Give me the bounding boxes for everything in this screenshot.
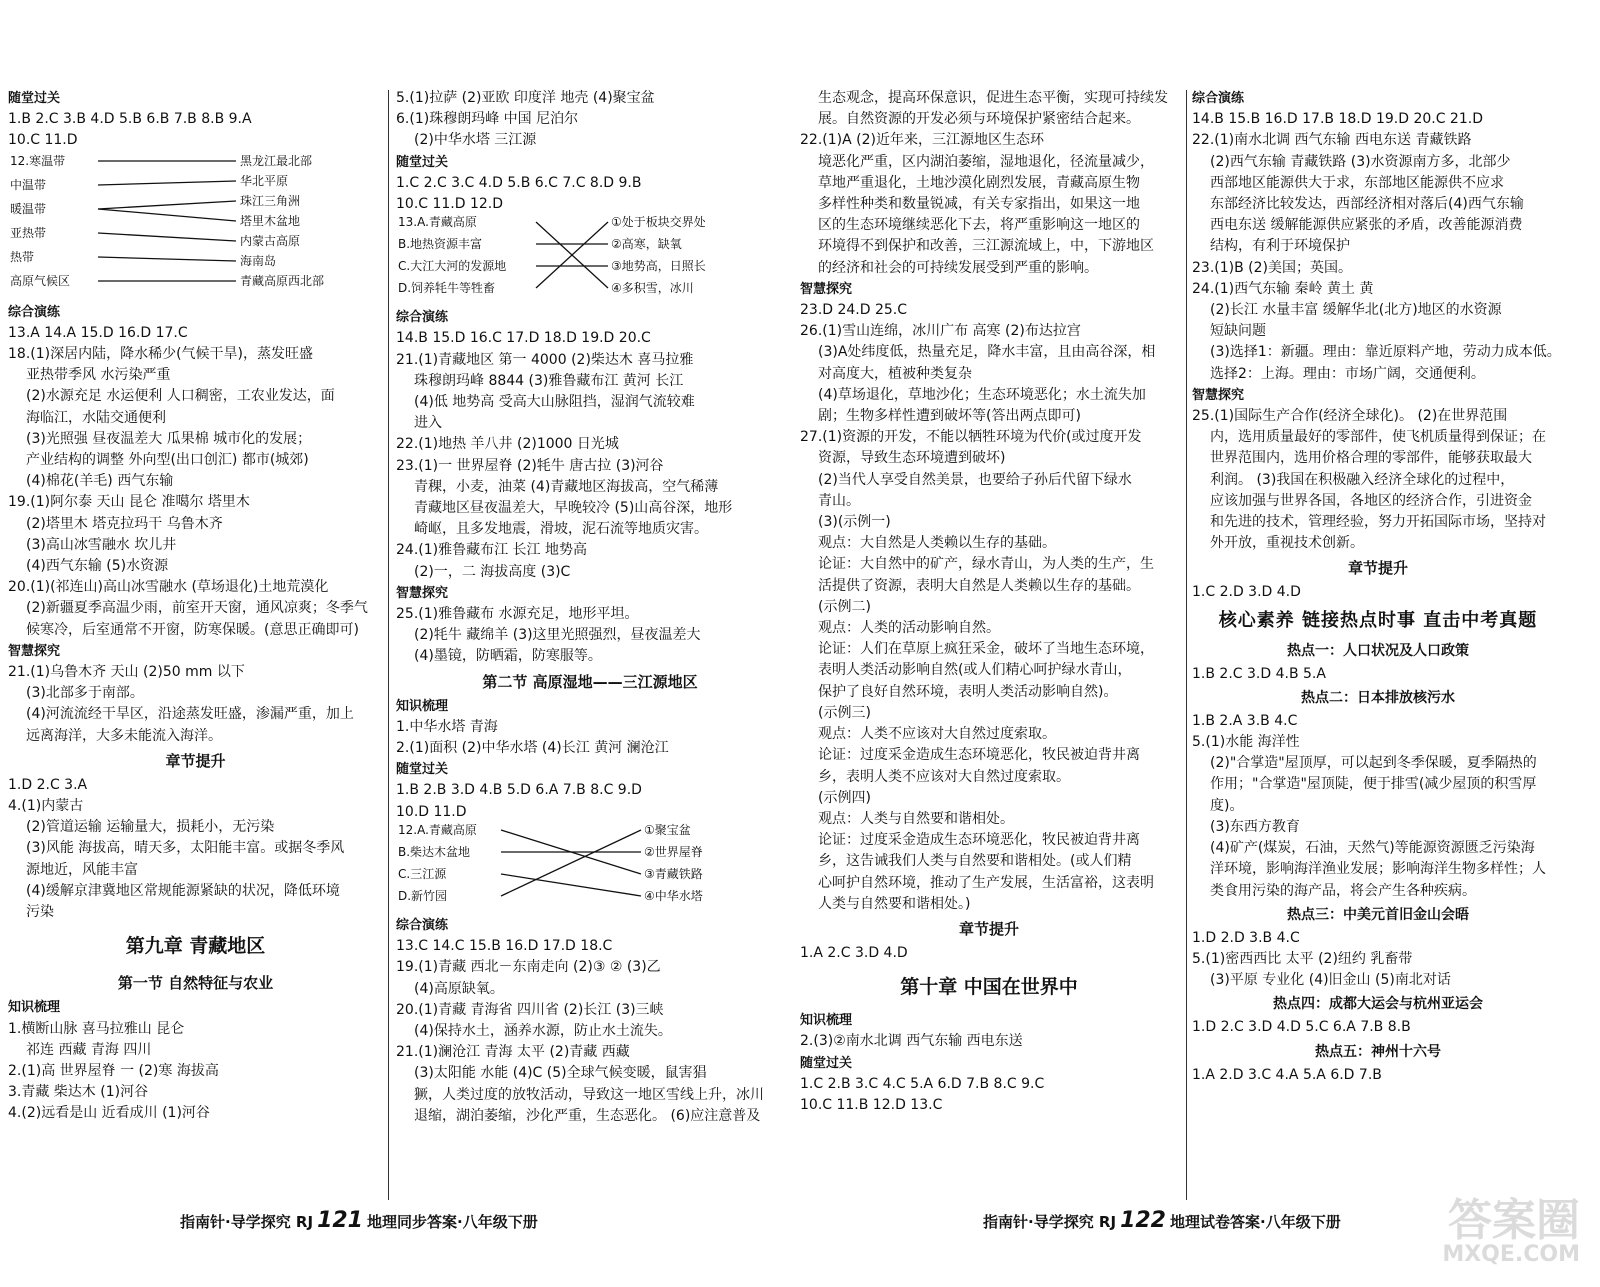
answer-line: (4)低 地势高 受高大山脉阻挡，湿润气流较难 xyxy=(414,394,695,411)
answer-line: 1.B 2.C 3.B 4.D 5.B 6.B 7.B 8.B 9.A xyxy=(8,111,252,128)
answer-line: (3)(示例一) xyxy=(818,514,891,531)
section-title: 章节提升 xyxy=(165,751,226,770)
hot-topic-title: 热点一：人口状况及人口政策 xyxy=(1287,642,1469,659)
answer-line: 24.(1)西气东输 秦岭 黄土 黄 xyxy=(1192,280,1374,297)
answer-line: 19.(1)青藏 西北－东南走向 (2)③ ② (3)乙 xyxy=(396,959,661,976)
answer-line: 外开放，重视技术创新。 xyxy=(1210,535,1364,552)
section-heading: 知识梳理 xyxy=(396,698,449,714)
answer-line: (2)当代人享受自然美景，也要给子孙后代留下绿水 xyxy=(818,471,1132,488)
matching-diagram xyxy=(396,215,784,307)
answer-line: 25.(1)国际生产合作(经济全球化)。 (2)在世界范围 xyxy=(1192,408,1508,425)
hot-topic-title: 热点二：日本排放核污水 xyxy=(1301,689,1455,706)
answer-line: 20.(1)青藏 青海省 四川省 (2)长江 (3)三峡 xyxy=(396,1001,664,1018)
match-right-item: 塔里木盆地 xyxy=(240,213,301,228)
answer-line: 24.(1)雅鲁藏布江 长江 地势高 xyxy=(396,542,587,559)
match-left-item: 热带 xyxy=(10,249,35,264)
answer-line: (2)水源充足 水运便利 人口稠密，工农业发达，面 xyxy=(26,388,335,405)
answer-line: 剧；生物多样性遭到破坏等(答出两点即可) xyxy=(818,408,1081,425)
answer-line: (3)东西方教育 xyxy=(1210,818,1300,835)
answer-line: 类食用污染的海产品，将会产生各种疾病。 xyxy=(1210,882,1476,899)
answer-line: 洋环境，影响海洋渔业发展；影响海洋生物多样性；人 xyxy=(1210,861,1546,878)
answer-line: (示例四) xyxy=(818,789,871,806)
answer-line: 崎岖，且多发地震，滑坡，泥石流等地质灾害。 xyxy=(414,521,708,538)
match-line xyxy=(98,233,236,241)
match-right-item: 珠江三角洲 xyxy=(240,193,301,208)
answer-line: (3)平原 专业化 (4)旧金山 (5)南北对话 xyxy=(1210,972,1451,989)
answer-line: (4)河流流经干旱区，沿途蒸发旺盛，渗漏严重，加上 xyxy=(26,706,354,723)
answer-line: (示例三) xyxy=(818,704,871,721)
match-line xyxy=(98,181,236,185)
answer-line: 13.A 14.A 15.D 16.D 17.C xyxy=(8,324,188,341)
match-left-item: B.柴达木盆地 xyxy=(398,844,471,859)
matching-diagram xyxy=(396,823,784,915)
answer-line: 东部经济比较发达，西部经济相对落后(4)西气东输 xyxy=(1210,196,1524,213)
match-right-item: ①聚宝盆 xyxy=(644,822,691,837)
answer-line: 22.(1)A (2)近年来，三江源地区生态环 xyxy=(800,132,1044,149)
answer-line: 獗，人类过度的放牧活动，导致这一地区雪线上升，冰川 xyxy=(414,1086,764,1103)
answer-line: 人类与自然要和谐相处。) xyxy=(818,895,971,912)
answer-line: (2)牦牛 藏绵羊 (3)这里光照强烈，昼夜温差大 xyxy=(414,627,701,644)
answer-line: 2.(3)②南水北调 西气东输 西电东送 xyxy=(800,1033,1023,1050)
answer-line: 草地严重退化，土地沙漠化剧烈发展，青藏高原生物 xyxy=(818,174,1140,191)
answer-line: (4)矿产(煤炭，石油，天然气)等能源资源匮乏污染海 xyxy=(1210,840,1535,857)
answer-line: 1.D 2.D 3.B 4.C xyxy=(1192,929,1300,946)
match-left-item: D.饲养牦牛等牲畜 xyxy=(398,281,496,296)
answer-line: 论证：大自然中的矿产，绿水青山，为人类的生产，生 xyxy=(818,556,1154,573)
page121-left-column xyxy=(8,88,383,1125)
answer-line: 心呵护自然环境，推动了生产发展，生活富裕，这表明 xyxy=(818,874,1154,891)
answer-line: 1.D 2.C 3.A xyxy=(8,776,88,793)
match-left-item: 12.寒温带 xyxy=(10,153,66,168)
section-heading: 综合演练 xyxy=(396,310,449,326)
answer-line: 乡，这告诫我们人类与自然要和谐相处。(或人们精 xyxy=(818,853,1132,870)
answer-page-121 xyxy=(0,0,790,1287)
answer-line: 的经济和社会的可持续发展受到严重的影响。 xyxy=(818,259,1098,276)
match-right-item: ②世界屋脊 xyxy=(644,844,703,859)
answer-line: 观点：人类与自然要和谐相处。 xyxy=(818,810,1014,827)
footer-title: 地理同步答案·八年级下册 xyxy=(367,1213,538,1231)
column-divider xyxy=(388,90,389,1200)
answer-line: 2.(1)面积 (2)中华水塔 (4)长江 黄河 澜沧江 xyxy=(396,740,669,757)
matching-diagram xyxy=(8,152,383,302)
answer-line: 1.B 2.A 3.B 4.C xyxy=(1192,712,1298,729)
column-divider xyxy=(1186,90,1187,1200)
answer-line: 青稞，小麦，油菜 (4)青藏地区海拔高，空气稀薄 xyxy=(414,478,719,495)
hot-topic-title: 热点三：中美元首旧金山会晤 xyxy=(1287,906,1469,923)
page121-right-column xyxy=(396,88,784,1127)
answer-line: 候寒冷，后室通常不开窗，防寒保暖。(意思正确即可) xyxy=(26,621,359,638)
section-heading: 知识梳理 xyxy=(800,1013,853,1029)
answer-line: 10.C 11.D 12.D xyxy=(396,196,504,213)
match-left-item: 12.A.青藏高原 xyxy=(398,822,477,837)
page-number: 121 xyxy=(317,1208,363,1233)
answer-line: 污染 xyxy=(26,904,54,921)
section-heading: 综合演练 xyxy=(1192,91,1245,106)
match-right-item: ④中华水塔 xyxy=(644,888,703,903)
answer-line: (4)高原缺氧。 xyxy=(414,980,504,997)
answer-line: (3)高山冰雪融水 坎儿井 xyxy=(26,536,177,553)
answer-line: 1.D 2.C 3.D 4.D 5.C 6.A 7.B 8.B xyxy=(1192,1019,1411,1036)
answer-line: (3)A处纬度低，热量充足，降水丰富，且由高谷深，相 xyxy=(818,344,1156,361)
answer-line: 1.C 2.C 3.C 4.D 5.B 6.C 7.C 8.D 9.B xyxy=(396,174,642,191)
match-left-item: B.地热资源丰富 xyxy=(398,237,483,252)
answer-line: (4)棉花(羊毛) 西气东输 xyxy=(26,473,174,490)
section-heading: 随堂过关 xyxy=(396,154,449,170)
answer-line: (3)选择1：新疆。理由：靠近原料产地，劳动力成本低。 xyxy=(1210,344,1561,361)
answer-line: 4.(1)内蒙古 xyxy=(8,798,84,815)
page121-footer xyxy=(180,1208,538,1233)
answer-line: 1.C 2.D 3.D 4.D xyxy=(1192,584,1301,601)
section-heading: 综合演练 xyxy=(396,917,449,933)
answer-line: 亚热带季风 水污染严重 xyxy=(26,367,171,384)
match-left-item: 高原气候区 xyxy=(10,273,71,288)
section-heading: 智慧探究 xyxy=(396,585,449,601)
hot-topic-title: 热点四：成都大运会与杭州亚运会 xyxy=(1273,996,1483,1013)
core-literacy-banner: 核心素养 链接热点时事 直击中考真题 xyxy=(1218,609,1538,631)
match-right-item: 华北平原 xyxy=(240,173,289,188)
answer-line: 西电东送 缓解能源供应紧张的矛盾，改善能源消费 xyxy=(1210,217,1523,234)
answer-line: 4.(2)远看是山 近看成川 (1)河谷 xyxy=(8,1105,210,1122)
answer-line: 海临江，水陆交通便利 xyxy=(26,409,166,426)
answer-line: 2.(1)高 世界屋脊 一 (2)寒 海拔高 xyxy=(8,1062,219,1079)
answer-line: 1.A 2.C 3.D 4.D xyxy=(800,944,908,961)
section-heading: 智慧探究 xyxy=(800,281,853,297)
section-heading: 知识梳理 xyxy=(8,1000,61,1016)
answer-line: 22.(1)地热 羊八井 (2)1000 日光城 xyxy=(396,436,619,453)
match-right-item: 海南岛 xyxy=(240,253,277,268)
answer-line: 5.(1)水能 海洋性 xyxy=(1192,734,1300,751)
answer-line: 度)。 xyxy=(1210,797,1244,814)
footer-series: 指南针·导学探究 RJ xyxy=(983,1213,1117,1231)
answer-line: 23.(1)一 世界屋脊 (2)牦牛 唐古拉 (3)河谷 xyxy=(396,457,664,474)
page122-right-column xyxy=(1192,88,1564,1086)
answer-line: 世界范围内，选用价格合理的零部件，能够获取最大 xyxy=(1210,450,1532,467)
answer-line: 23.(1)B (2)美国；英国。 xyxy=(1192,259,1352,276)
answer-line: (2)"合掌造"屋顶厚，可以起到冬季保暖，夏季隔热的 xyxy=(1210,755,1537,772)
watermark-logo xyxy=(1360,1180,1590,1275)
answer-line: 1.B 2.B 3.D 4.B 5.D 6.A 7.B 8.C 9.D xyxy=(396,782,642,799)
match-left-item: C.三江源 xyxy=(398,866,447,881)
answer-page-122 xyxy=(800,0,1600,1287)
section-heading: 智慧探究 xyxy=(1192,387,1245,403)
answer-line: 14.B 15.B 16.D 17.B 18.D 19.D 20.C 21.D xyxy=(1192,111,1483,128)
answer-line: (4)缓解京津冀地区常规能源紧缺的状况，降低环境 xyxy=(26,882,340,899)
answer-line: 多样性种类和数量锐减，有关专家指出，如果这一地 xyxy=(818,196,1140,213)
answer-line: 观点：大自然是人类赖以生存的基础。 xyxy=(818,535,1056,552)
answer-line: 观点：人类的活动影响自然。 xyxy=(818,620,1000,637)
answer-line: (2)长江 水量丰富 缓解华北(北方)地区的水资源 xyxy=(1210,302,1502,319)
answer-line: 退缩，湖泊萎缩，沙化严重，生态恶化。 (6)应注意普及 xyxy=(414,1107,761,1124)
page-number: 122 xyxy=(1120,1208,1166,1233)
match-right-item: ③地势高，日照长 xyxy=(611,259,706,274)
match-right-item: 青藏高原西北部 xyxy=(240,273,325,288)
answer-line: (2)一，二 海拔高度 (3)C xyxy=(414,563,571,580)
answer-line: (示例二) xyxy=(818,598,871,615)
answer-line: 西部地区能源供大于求，东部地区能源供不应求 xyxy=(1210,174,1504,191)
answer-line: 对高度大，植被种类复杂 xyxy=(818,365,972,382)
answer-line: (4)西气东输 (5)水资源 xyxy=(26,558,169,575)
answer-line: (2)新疆夏季高温少雨，前室开天窗，通风凉爽；冬季气 xyxy=(26,600,368,617)
answer-line: 观点：人类不应该对大自然过度索取。 xyxy=(818,726,1056,743)
answer-line: 资源，导致生态环境遭到破坏) xyxy=(818,450,1006,467)
answer-line: 26.(1)雪山连绵，冰川广布 高寒 (2)布达拉宫 xyxy=(800,323,1081,340)
answer-line: 10.C 11.D xyxy=(8,132,78,149)
answer-line: 内，选用质量最好的零部件，使飞机质量得到保证；在 xyxy=(1210,429,1546,446)
answer-line: 论证：人们在草原上疯狂采金，破坏了当地生态环境， xyxy=(818,641,1154,658)
answer-line: 保护了良好自然环境，表明人类活动影响自然)。 xyxy=(818,683,1118,700)
answer-line: 10.C 11.B 12.D 13.C xyxy=(800,1096,943,1113)
answer-line: 1.C 2.B 3.C 4.C 5.A 6.D 7.B 8.C 9.C xyxy=(800,1075,1045,1092)
match-left-item: 暖温带 xyxy=(10,201,47,216)
answer-line: 应该加强与世界各国，各地区的经济合作，引进资金 xyxy=(1210,492,1532,509)
section-heading: 随堂过关 xyxy=(8,91,61,106)
answer-line: 19.(1)阿尔泰 天山 昆仑 准噶尔 塔里木 xyxy=(8,494,250,511)
answer-line: 6.(1)珠穆朗玛峰 中国 尼泊尔 xyxy=(396,111,579,128)
answer-line: 环境得不到保护和改善，三江源流域上，中，下游地区 xyxy=(818,238,1154,255)
answer-line: 远离海洋，大多未能流入海洋。 xyxy=(26,727,222,744)
answer-line: 源地近，风能丰富 xyxy=(26,861,138,878)
answer-line: 1.B 2.C 3.D 4.B 5.A xyxy=(1192,665,1326,682)
answer-line: 作用；"合掌造"屋顶陡，便于排雪(减少屋顶的积雪厚 xyxy=(1210,776,1537,793)
section-heading: 智慧探究 xyxy=(8,643,61,659)
answer-line: 和先进的技术，管理经验，努力开拓国际市场，坚持对 xyxy=(1210,514,1546,531)
match-line xyxy=(98,257,236,261)
answer-line: 短缺问题 xyxy=(1210,323,1266,340)
answer-line: 5.(1)拉萨 (2)亚欧 印度洋 地壳 (4)聚宝盆 xyxy=(396,90,655,106)
answer-line: 1.中华水塔 青海 xyxy=(396,718,498,735)
answer-line: (2)塔里木 塔克拉玛干 乌鲁木齐 xyxy=(26,515,223,532)
answer-line: 1.A 2.D 3.C 4.A 5.A 6.D 7.B xyxy=(1192,1066,1382,1083)
watermark-text: 答案圈 xyxy=(1448,1195,1580,1246)
answer-line: 乡，表明人类不应该对大自然过度索取。 xyxy=(818,768,1070,785)
answer-line: (3)北部多于南部。 xyxy=(26,685,144,702)
answer-line: 1.横断山脉 喜马拉雅山 昆仑 xyxy=(8,1020,185,1037)
match-right-item: ④多积雪，冰川 xyxy=(611,281,694,296)
match-left-item: 中温带 xyxy=(10,177,47,192)
answer-line: (4)保持水土，涵养水源，防止水土流失。 xyxy=(414,1022,672,1039)
answer-line: 论证：过度采金造成生态环境恶化，牧民被迫背井离 xyxy=(818,747,1140,764)
page122-footer xyxy=(983,1208,1341,1233)
match-right-item: 内蒙古高原 xyxy=(240,233,301,248)
answer-line: 产业结构的调整 外向型(出口创汇) 都市(城郊) xyxy=(26,452,309,469)
section-heading: 随堂过关 xyxy=(396,762,449,778)
answer-line: 18.(1)深居内陆，降水稀少(气候干旱)，蒸发旺盛 xyxy=(8,346,314,363)
match-left-item: 亚热带 xyxy=(10,225,47,240)
answer-line: 表明人类活动影响自然(或人们精心呵护绿水青山， xyxy=(818,662,1132,679)
answer-line: 祁连 西藏 青海 四川 xyxy=(26,1041,152,1058)
hot-topic-title: 热点五：神州十六号 xyxy=(1315,1043,1441,1060)
answer-line: 结构，有利于环境保护 xyxy=(1210,238,1350,255)
answer-line: 活提供了资源，表明大自然是人类赖以生存的基础。 xyxy=(818,577,1140,594)
match-left-item: C.大江大河的发源地 xyxy=(398,259,507,274)
answer-line: 区的生态环境继续恶化下去，将严重影响这一地区的 xyxy=(818,217,1140,234)
answer-line: (3)光照强 昼夜温差大 瓜果棉 城市化的发展； xyxy=(26,430,312,447)
answer-line: 珠穆朗玛峰 8844 (3)雅鲁藏布江 黄河 长江 xyxy=(414,372,684,389)
watermark-url: MXQE.COM xyxy=(1442,1242,1580,1267)
match-left-item: 13.A.青藏高原 xyxy=(398,215,477,230)
answer-line: 利润。 (3)我国在积极融入经济全球化的过程中， xyxy=(1210,471,1515,488)
answer-line: 境恶化严重，区内湖泊萎缩，湿地退化，径流量减少， xyxy=(818,153,1154,170)
section-heading: 随堂过关 xyxy=(800,1055,853,1071)
match-right-item: ③青藏铁路 xyxy=(644,866,703,881)
answer-line: 进入 xyxy=(414,415,442,432)
match-right-item: ①处于板块交界处 xyxy=(611,215,706,230)
answer-line: 25.(1)雅鲁藏布 水源充足，地形平坦。 xyxy=(396,606,639,623)
answer-line: (4)墨镜，防晒霜，防寒服等。 xyxy=(414,648,602,665)
match-right-item: ②高寒，缺氧 xyxy=(611,237,682,252)
answer-line: (4)草场退化，草地沙化；生态环境恶化；水土流失加 xyxy=(818,386,1146,403)
answer-line: 展。自然资源的开发必须与环境保护紧密结合起来。 xyxy=(818,111,1140,128)
answer-line: (3)风能 海拔高，晴天多，太阳能丰富。或据冬季风 xyxy=(26,840,345,857)
section-heading: 综合演练 xyxy=(8,304,61,320)
section-title: 章节提升 xyxy=(1347,559,1408,578)
answer-line: 14.B 15.D 16.C 17.D 18.D 19.D 20.C xyxy=(396,330,651,347)
match-line xyxy=(98,209,236,221)
chapter-title: 第九章 青藏地区 xyxy=(125,935,266,958)
answer-line: (3)太阳能 水能 (4)C (5)全球气候变暖，鼠害猖 xyxy=(414,1065,707,1082)
answer-line: 论证：过度采金造成生态环境恶化，牧民被迫背井离 xyxy=(818,832,1140,849)
answer-line: (2)西气东输 青藏铁路 (3)水资源南方多，北部少 xyxy=(1210,153,1511,170)
answer-line: 选择2：上海。理由：市场广阔，交通便利。 xyxy=(1210,365,1485,382)
footer-series: 指南针·导学探究 RJ xyxy=(180,1213,314,1231)
answer-line: 青山。 xyxy=(818,492,860,509)
answer-line: 13.C 14.C 15.B 16.D 17.D 18.C xyxy=(396,938,613,955)
match-line xyxy=(501,874,641,896)
answer-line: (2)中华水塔 三江源 xyxy=(414,132,537,149)
answer-line: 20.(1)(祁连山)高山冰雪融水 (草场退化)土地荒漠化 xyxy=(8,579,329,596)
answer-line: 23.D 24.D 25.C xyxy=(800,302,908,319)
match-left-item: D.新竹园 xyxy=(398,888,448,903)
match-right-item: 黑龙江最北部 xyxy=(240,153,313,168)
answer-line: 青藏地区昼夜温差大，早晚较冷 (5)山高谷深，地形 xyxy=(414,500,733,517)
section-title: 章节提升 xyxy=(958,919,1019,938)
answer-line: 5.(1)密西西比 太平 (2)纽约 乳畜带 xyxy=(1192,950,1413,967)
match-line xyxy=(501,830,641,896)
section-title: 第一节 自然特征与农业 xyxy=(117,974,274,993)
match-line xyxy=(98,201,236,209)
chapter-title: 第十章 中国在世界中 xyxy=(900,976,1078,999)
answer-line: 21.(1)乌鲁木齐 天山 (2)50 mm 以下 xyxy=(8,664,245,681)
answer-line: 21.(1)青藏地区 第一 4000 (2)柴达木 喜马拉雅 xyxy=(396,351,694,368)
answer-line: 21.(1)澜沧江 青海 太平 (2)青藏 西藏 xyxy=(396,1044,630,1061)
page122-left-column xyxy=(800,88,1178,1116)
answer-line: 22.(1)南水北调 西气东输 西电东送 青藏铁路 xyxy=(1192,132,1472,149)
answer-line: 生态观念，提高环保意识，促进生态平衡，实现可持续发 xyxy=(818,90,1168,106)
answer-line: (2)管道运输 运输量大，损耗小，无污染 xyxy=(26,819,275,836)
footer-title: 地理试卷答案·八年级下册 xyxy=(1170,1213,1341,1231)
answer-line: 10.D 11.D xyxy=(396,803,467,820)
answer-line: 27.(1)资源的开发，不能以牺牲环境为代价(或过度开发 xyxy=(800,429,1142,446)
section-title: 第二节 高原湿地——三江源地区 xyxy=(482,672,698,691)
answer-line: 3.青藏 柴达木 (1)河谷 xyxy=(8,1084,149,1101)
